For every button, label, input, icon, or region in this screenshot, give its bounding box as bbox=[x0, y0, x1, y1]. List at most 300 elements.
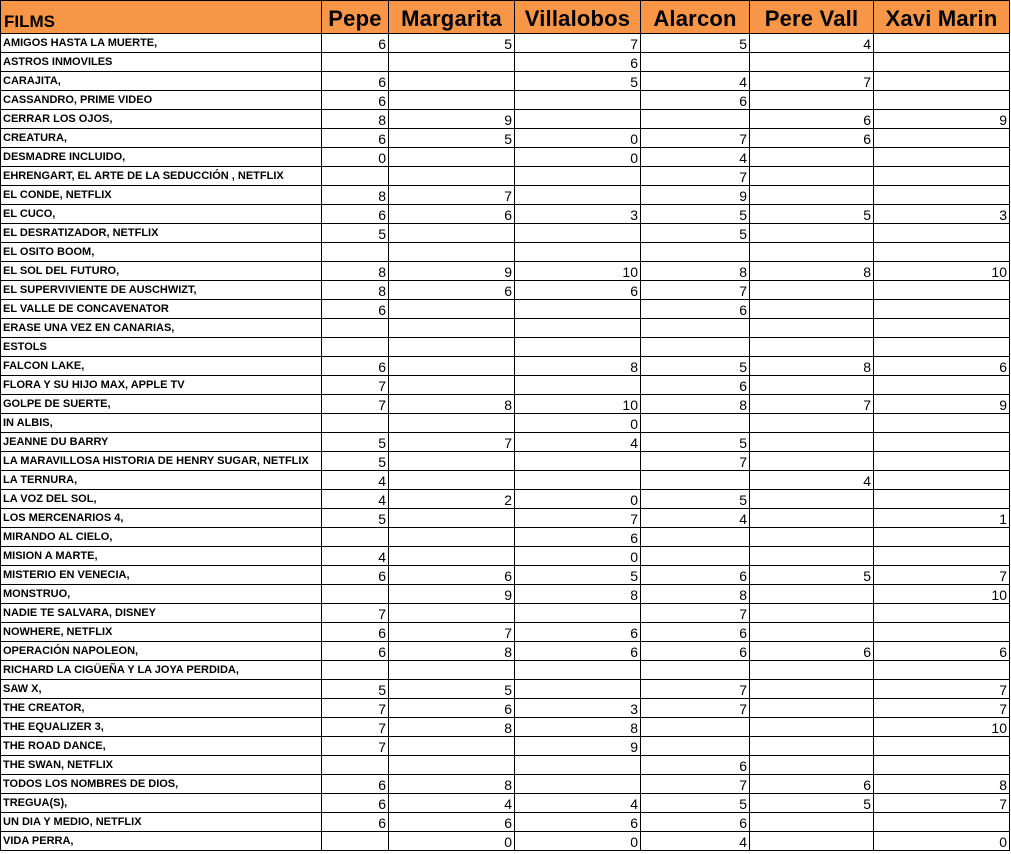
header-cell-villalobos[interactable]: Villalobos bbox=[515, 1, 641, 34]
score-cell-villalobos[interactable]: 5 bbox=[515, 566, 641, 585]
score-cell-villalobos[interactable]: 8 bbox=[515, 585, 641, 604]
score-cell-margarita[interactable]: 8 bbox=[389, 395, 515, 414]
score-cell-pepe[interactable]: 4 bbox=[322, 490, 389, 509]
score-cell-alarcon[interactable]: 6 bbox=[641, 623, 750, 642]
film-title-cell[interactable]: EL DESRATIZADOR, NETFLIX bbox=[1, 224, 322, 243]
score-cell-villalobos[interactable] bbox=[515, 319, 641, 338]
score-cell-xavi-marin[interactable] bbox=[874, 53, 1010, 72]
score-cell-xavi-marin[interactable] bbox=[874, 414, 1010, 433]
score-cell-margarita[interactable]: 5 bbox=[389, 129, 515, 148]
film-title-cell[interactable]: CARAJITA, bbox=[1, 72, 322, 91]
score-cell-alarcon[interactable]: 7 bbox=[641, 452, 750, 471]
film-title-cell[interactable]: MIRANDO AL CIELO, bbox=[1, 528, 322, 547]
score-cell-pere-vall[interactable] bbox=[750, 167, 874, 186]
score-cell-xavi-marin[interactable] bbox=[874, 433, 1010, 452]
score-cell-margarita[interactable]: 9 bbox=[389, 110, 515, 129]
score-cell-pere-vall[interactable] bbox=[750, 661, 874, 680]
score-cell-pere-vall[interactable] bbox=[750, 148, 874, 167]
score-cell-xavi-marin[interactable]: 6 bbox=[874, 357, 1010, 376]
score-cell-alarcon[interactable]: 5 bbox=[641, 490, 750, 509]
score-cell-alarcon[interactable]: 7 bbox=[641, 680, 750, 699]
score-cell-xavi-marin[interactable] bbox=[874, 72, 1010, 91]
score-cell-villalobos[interactable]: 3 bbox=[515, 699, 641, 718]
score-cell-margarita[interactable] bbox=[389, 661, 515, 680]
score-cell-xavi-marin[interactable] bbox=[874, 661, 1010, 680]
score-cell-margarita[interactable]: 6 bbox=[389, 281, 515, 300]
score-cell-alarcon[interactable]: 5 bbox=[641, 794, 750, 813]
film-title-cell[interactable]: EL CUCO, bbox=[1, 205, 322, 224]
score-cell-alarcon[interactable] bbox=[641, 53, 750, 72]
score-cell-pepe[interactable]: 7 bbox=[322, 737, 389, 756]
score-cell-alarcon[interactable]: 6 bbox=[641, 642, 750, 661]
score-cell-margarita[interactable] bbox=[389, 319, 515, 338]
film-title-cell[interactable]: CREATURA, bbox=[1, 129, 322, 148]
score-cell-alarcon[interactable] bbox=[641, 471, 750, 490]
score-cell-pere-vall[interactable] bbox=[750, 680, 874, 699]
score-cell-pepe[interactable] bbox=[322, 414, 389, 433]
score-cell-pere-vall[interactable]: 6 bbox=[750, 129, 874, 148]
score-cell-alarcon[interactable]: 7 bbox=[641, 167, 750, 186]
score-cell-margarita[interactable]: 6 bbox=[389, 813, 515, 832]
score-cell-margarita[interactable]: 8 bbox=[389, 775, 515, 794]
film-title-cell[interactable]: EL VALLE DE CONCAVENATOR bbox=[1, 300, 322, 319]
score-cell-pere-vall[interactable] bbox=[750, 528, 874, 547]
score-cell-villalobos[interactable] bbox=[515, 224, 641, 243]
score-cell-pere-vall[interactable] bbox=[750, 585, 874, 604]
score-cell-pepe[interactable]: 6 bbox=[322, 623, 389, 642]
score-cell-pepe[interactable] bbox=[322, 661, 389, 680]
score-cell-pepe[interactable]: 6 bbox=[322, 813, 389, 832]
score-cell-villalobos[interactable]: 10 bbox=[515, 395, 641, 414]
score-cell-margarita[interactable] bbox=[389, 471, 515, 490]
score-cell-margarita[interactable]: 8 bbox=[389, 642, 515, 661]
score-cell-alarcon[interactable]: 4 bbox=[641, 72, 750, 91]
score-cell-xavi-marin[interactable] bbox=[874, 300, 1010, 319]
score-cell-pepe[interactable] bbox=[322, 832, 389, 851]
score-cell-xavi-marin[interactable] bbox=[874, 91, 1010, 110]
score-cell-villalobos[interactable] bbox=[515, 471, 641, 490]
film-title-cell[interactable]: THE ROAD DANCE, bbox=[1, 737, 322, 756]
film-title-cell[interactable]: MISION A MARTE, bbox=[1, 547, 322, 566]
score-cell-pere-vall[interactable] bbox=[750, 699, 874, 718]
film-title-cell[interactable]: IN ALBIS, bbox=[1, 414, 322, 433]
score-cell-margarita[interactable]: 7 bbox=[389, 433, 515, 452]
score-cell-pere-vall[interactable] bbox=[750, 433, 874, 452]
score-cell-xavi-marin[interactable]: 7 bbox=[874, 794, 1010, 813]
score-cell-xavi-marin[interactable] bbox=[874, 604, 1010, 623]
score-cell-alarcon[interactable]: 7 bbox=[641, 604, 750, 623]
score-cell-pepe[interactable] bbox=[322, 319, 389, 338]
score-cell-xavi-marin[interactable] bbox=[874, 756, 1010, 775]
score-cell-alarcon[interactable]: 7 bbox=[641, 775, 750, 794]
score-cell-villalobos[interactable]: 0 bbox=[515, 490, 641, 509]
score-cell-alarcon[interactable] bbox=[641, 243, 750, 262]
score-cell-xavi-marin[interactable] bbox=[874, 129, 1010, 148]
score-cell-villalobos[interactable]: 0 bbox=[515, 547, 641, 566]
score-cell-pere-vall[interactable] bbox=[750, 509, 874, 528]
score-cell-villalobos[interactable]: 7 bbox=[515, 34, 641, 53]
score-cell-margarita[interactable] bbox=[389, 53, 515, 72]
score-cell-pepe[interactable]: 5 bbox=[322, 452, 389, 471]
score-cell-villalobos[interactable]: 4 bbox=[515, 433, 641, 452]
score-cell-villalobos[interactable] bbox=[515, 167, 641, 186]
score-cell-alarcon[interactable]: 7 bbox=[641, 281, 750, 300]
score-cell-pere-vall[interactable] bbox=[750, 452, 874, 471]
score-cell-pepe[interactable]: 6 bbox=[322, 129, 389, 148]
score-cell-villalobos[interactable] bbox=[515, 756, 641, 775]
score-cell-margarita[interactable]: 4 bbox=[389, 794, 515, 813]
film-title-cell[interactable]: THE EQUALIZER 3, bbox=[1, 718, 322, 737]
score-cell-pere-vall[interactable]: 8 bbox=[750, 262, 874, 281]
score-cell-villalobos[interactable] bbox=[515, 376, 641, 395]
score-cell-pere-vall[interactable]: 5 bbox=[750, 566, 874, 585]
film-title-cell[interactable]: AMIGOS HASTA LA MUERTE, bbox=[1, 34, 322, 53]
score-cell-alarcon[interactable] bbox=[641, 737, 750, 756]
header-cell-alarcon[interactable]: Alarcon bbox=[641, 1, 750, 34]
score-cell-pepe[interactable]: 6 bbox=[322, 642, 389, 661]
score-cell-pere-vall[interactable] bbox=[750, 718, 874, 737]
score-cell-pepe[interactable]: 6 bbox=[322, 34, 389, 53]
header-cell-pepe[interactable]: Pepe bbox=[322, 1, 389, 34]
score-cell-pere-vall[interactable]: 7 bbox=[750, 72, 874, 91]
score-cell-xavi-marin[interactable]: 9 bbox=[874, 395, 1010, 414]
score-cell-pere-vall[interactable] bbox=[750, 623, 874, 642]
film-title-cell[interactable]: TODOS LOS NOMBRES DE DIOS, bbox=[1, 775, 322, 794]
header-cell-xavi-marin[interactable]: Xavi Marin bbox=[874, 1, 1010, 34]
score-cell-pepe[interactable] bbox=[322, 167, 389, 186]
score-cell-villalobos[interactable]: 4 bbox=[515, 794, 641, 813]
score-cell-pepe[interactable]: 7 bbox=[322, 395, 389, 414]
score-cell-pepe[interactable]: 7 bbox=[322, 604, 389, 623]
score-cell-villalobos[interactable]: 0 bbox=[515, 414, 641, 433]
score-cell-pepe[interactable] bbox=[322, 528, 389, 547]
score-cell-margarita[interactable] bbox=[389, 414, 515, 433]
score-cell-villalobos[interactable] bbox=[515, 604, 641, 623]
score-cell-margarita[interactable]: 9 bbox=[389, 262, 515, 281]
score-cell-pepe[interactable]: 8 bbox=[322, 110, 389, 129]
score-cell-pere-vall[interactable] bbox=[750, 756, 874, 775]
score-cell-villalobos[interactable]: 6 bbox=[515, 281, 641, 300]
score-cell-xavi-marin[interactable] bbox=[874, 148, 1010, 167]
score-cell-alarcon[interactable] bbox=[641, 319, 750, 338]
score-cell-villalobos[interactable] bbox=[515, 680, 641, 699]
score-cell-pere-vall[interactable]: 7 bbox=[750, 395, 874, 414]
film-title-cell[interactable]: EL SUPERVIVIENTE DE AUSCHWIZT, bbox=[1, 281, 322, 300]
score-cell-xavi-marin[interactable] bbox=[874, 224, 1010, 243]
score-cell-villalobos[interactable]: 5 bbox=[515, 72, 641, 91]
score-cell-pere-vall[interactable] bbox=[750, 224, 874, 243]
score-cell-villalobos[interactable]: 0 bbox=[515, 148, 641, 167]
score-cell-margarita[interactable] bbox=[389, 224, 515, 243]
score-cell-pere-vall[interactable] bbox=[750, 737, 874, 756]
score-cell-pepe[interactable] bbox=[322, 585, 389, 604]
score-cell-margarita[interactable] bbox=[389, 357, 515, 376]
score-cell-margarita[interactable] bbox=[389, 300, 515, 319]
score-cell-xavi-marin[interactable] bbox=[874, 623, 1010, 642]
film-title-cell[interactable]: MONSTRUO, bbox=[1, 585, 322, 604]
score-cell-villalobos[interactable]: 6 bbox=[515, 53, 641, 72]
score-cell-alarcon[interactable]: 6 bbox=[641, 300, 750, 319]
score-cell-pere-vall[interactable] bbox=[750, 376, 874, 395]
score-cell-alarcon[interactable]: 6 bbox=[641, 91, 750, 110]
score-cell-alarcon[interactable] bbox=[641, 718, 750, 737]
score-cell-margarita[interactable]: 6 bbox=[389, 566, 515, 585]
score-cell-margarita[interactable] bbox=[389, 243, 515, 262]
score-cell-margarita[interactable] bbox=[389, 528, 515, 547]
score-cell-villalobos[interactable]: 3 bbox=[515, 205, 641, 224]
score-cell-xavi-marin[interactable] bbox=[874, 737, 1010, 756]
film-title-cell[interactable]: TREGUA(S), bbox=[1, 794, 322, 813]
score-cell-pepe[interactable]: 6 bbox=[322, 775, 389, 794]
film-title-cell[interactable]: LA MARAVILLOSA HISTORIA DE HENRY SUGAR, NETFLIX bbox=[1, 452, 322, 471]
score-cell-pepe[interactable]: 5 bbox=[322, 509, 389, 528]
score-cell-margarita[interactable]: 5 bbox=[389, 680, 515, 699]
score-cell-alarcon[interactable]: 4 bbox=[641, 832, 750, 851]
score-cell-xavi-marin[interactable]: 1 bbox=[874, 509, 1010, 528]
score-cell-margarita[interactable]: 6 bbox=[389, 205, 515, 224]
score-cell-pepe[interactable]: 6 bbox=[322, 72, 389, 91]
film-title-cell[interactable]: EHRENGART, EL ARTE DE LA SEDUCCIÓN , NETFLIX bbox=[1, 167, 322, 186]
score-cell-villalobos[interactable] bbox=[515, 243, 641, 262]
score-cell-pere-vall[interactable] bbox=[750, 490, 874, 509]
score-cell-margarita[interactable] bbox=[389, 72, 515, 91]
score-cell-xavi-marin[interactable]: 0 bbox=[874, 832, 1010, 851]
score-cell-pepe[interactable]: 5 bbox=[322, 224, 389, 243]
score-cell-pere-vall[interactable] bbox=[750, 91, 874, 110]
score-cell-margarita[interactable]: 6 bbox=[389, 699, 515, 718]
film-title-cell[interactable]: VIDA PERRA, bbox=[1, 832, 322, 851]
score-cell-villalobos[interactable]: 6 bbox=[515, 528, 641, 547]
score-cell-alarcon[interactable] bbox=[641, 547, 750, 566]
film-title-cell[interactable]: THE CREATOR, bbox=[1, 699, 322, 718]
score-cell-villalobos[interactable]: 6 bbox=[515, 813, 641, 832]
score-cell-villalobos[interactable] bbox=[515, 110, 641, 129]
score-cell-villalobos[interactable]: 8 bbox=[515, 357, 641, 376]
score-cell-alarcon[interactable]: 8 bbox=[641, 395, 750, 414]
score-cell-alarcon[interactable] bbox=[641, 110, 750, 129]
film-title-cell[interactable]: JEANNE DU BARRY bbox=[1, 433, 322, 452]
score-cell-pere-vall[interactable] bbox=[750, 338, 874, 357]
score-cell-xavi-marin[interactable] bbox=[874, 34, 1010, 53]
score-cell-villalobos[interactable] bbox=[515, 775, 641, 794]
film-title-cell[interactable]: EL CONDE, NETFLIX bbox=[1, 186, 322, 205]
score-cell-alarcon[interactable]: 6 bbox=[641, 566, 750, 585]
score-cell-margarita[interactable] bbox=[389, 604, 515, 623]
score-cell-xavi-marin[interactable]: 7 bbox=[874, 699, 1010, 718]
score-cell-pere-vall[interactable] bbox=[750, 186, 874, 205]
score-cell-alarcon[interactable]: 5 bbox=[641, 224, 750, 243]
score-cell-pepe[interactable]: 5 bbox=[322, 680, 389, 699]
score-cell-pepe[interactable]: 6 bbox=[322, 566, 389, 585]
score-cell-villalobos[interactable]: 0 bbox=[515, 832, 641, 851]
score-cell-alarcon[interactable]: 5 bbox=[641, 433, 750, 452]
score-cell-margarita[interactable] bbox=[389, 547, 515, 566]
score-cell-xavi-marin[interactable] bbox=[874, 452, 1010, 471]
score-cell-margarita[interactable] bbox=[389, 376, 515, 395]
score-cell-alarcon[interactable]: 6 bbox=[641, 756, 750, 775]
film-title-cell[interactable]: CASSANDRO, PRIME VIDEO bbox=[1, 91, 322, 110]
header-cell-films[interactable]: FILMS bbox=[1, 1, 322, 34]
score-cell-alarcon[interactable] bbox=[641, 661, 750, 680]
score-cell-pepe[interactable]: 8 bbox=[322, 281, 389, 300]
score-cell-alarcon[interactable]: 7 bbox=[641, 129, 750, 148]
score-cell-margarita[interactable] bbox=[389, 91, 515, 110]
score-cell-pere-vall[interactable] bbox=[750, 243, 874, 262]
score-cell-xavi-marin[interactable] bbox=[874, 528, 1010, 547]
score-cell-xavi-marin[interactable] bbox=[874, 186, 1010, 205]
score-cell-pere-vall[interactable] bbox=[750, 832, 874, 851]
film-title-cell[interactable]: NADIE TE SALVARA, DISNEY bbox=[1, 604, 322, 623]
score-cell-alarcon[interactable] bbox=[641, 338, 750, 357]
score-cell-xavi-marin[interactable] bbox=[874, 338, 1010, 357]
film-title-cell[interactable]: LA VOZ DEL SOL, bbox=[1, 490, 322, 509]
score-cell-alarcon[interactable] bbox=[641, 414, 750, 433]
film-title-cell[interactable]: EL OSITO BOOM, bbox=[1, 243, 322, 262]
score-cell-pere-vall[interactable] bbox=[750, 281, 874, 300]
score-cell-pepe[interactable] bbox=[322, 243, 389, 262]
score-cell-alarcon[interactable]: 5 bbox=[641, 205, 750, 224]
score-cell-margarita[interactable]: 9 bbox=[389, 585, 515, 604]
film-title-cell[interactable]: LA TERNURA, bbox=[1, 471, 322, 490]
film-title-cell[interactable]: THE SWAN, NETFLIX bbox=[1, 756, 322, 775]
score-cell-alarcon[interactable]: 7 bbox=[641, 699, 750, 718]
score-cell-xavi-marin[interactable] bbox=[874, 813, 1010, 832]
score-cell-pepe[interactable]: 6 bbox=[322, 91, 389, 110]
film-title-cell[interactable]: UN DIA Y MEDIO, NETFLIX bbox=[1, 813, 322, 832]
score-cell-pepe[interactable] bbox=[322, 338, 389, 357]
score-cell-margarita[interactable]: 0 bbox=[389, 832, 515, 851]
film-title-cell[interactable]: ERASE UNA VEZ EN CANARIAS, bbox=[1, 319, 322, 338]
score-cell-xavi-marin[interactable]: 10 bbox=[874, 585, 1010, 604]
score-cell-villalobos[interactable] bbox=[515, 91, 641, 110]
score-cell-pere-vall[interactable]: 4 bbox=[750, 34, 874, 53]
score-cell-xavi-marin[interactable]: 6 bbox=[874, 642, 1010, 661]
score-cell-pepe[interactable]: 6 bbox=[322, 205, 389, 224]
score-cell-alarcon[interactable] bbox=[641, 528, 750, 547]
score-cell-alarcon[interactable]: 6 bbox=[641, 813, 750, 832]
film-title-cell[interactable]: FALCON LAKE, bbox=[1, 357, 322, 376]
score-cell-pepe[interactable] bbox=[322, 53, 389, 72]
score-cell-pepe[interactable]: 7 bbox=[322, 699, 389, 718]
score-cell-margarita[interactable] bbox=[389, 756, 515, 775]
score-cell-pepe[interactable]: 6 bbox=[322, 357, 389, 376]
score-cell-xavi-marin[interactable]: 7 bbox=[874, 566, 1010, 585]
film-title-cell[interactable]: RICHARD LA CIGÜEÑA Y LA JOYA PERDIDA, bbox=[1, 661, 322, 680]
score-cell-alarcon[interactable]: 8 bbox=[641, 262, 750, 281]
score-cell-pere-vall[interactable] bbox=[750, 53, 874, 72]
score-cell-pepe[interactable]: 8 bbox=[322, 186, 389, 205]
film-title-cell[interactable]: MISTERIO EN VENECIA, bbox=[1, 566, 322, 585]
film-title-cell[interactable]: LOS MERCENARIOS 4, bbox=[1, 509, 322, 528]
score-cell-margarita[interactable]: 2 bbox=[389, 490, 515, 509]
score-cell-xavi-marin[interactable] bbox=[874, 471, 1010, 490]
score-cell-pere-vall[interactable]: 8 bbox=[750, 357, 874, 376]
score-cell-pepe[interactable] bbox=[322, 756, 389, 775]
score-cell-villalobos[interactable] bbox=[515, 338, 641, 357]
score-cell-pepe[interactable]: 6 bbox=[322, 300, 389, 319]
score-cell-villalobos[interactable]: 10 bbox=[515, 262, 641, 281]
score-cell-margarita[interactable]: 8 bbox=[389, 718, 515, 737]
score-cell-pepe[interactable]: 4 bbox=[322, 547, 389, 566]
film-title-cell[interactable]: FLORA Y SU HIJO MAX, APPLE TV bbox=[1, 376, 322, 395]
film-title-cell[interactable]: CERRAR LOS OJOS, bbox=[1, 110, 322, 129]
score-cell-pepe[interactable]: 6 bbox=[322, 794, 389, 813]
score-cell-xavi-marin[interactable] bbox=[874, 547, 1010, 566]
score-cell-villalobos[interactable]: 6 bbox=[515, 623, 641, 642]
score-cell-alarcon[interactable]: 5 bbox=[641, 357, 750, 376]
header-cell-pere-vall[interactable]: Pere Vall bbox=[750, 1, 874, 34]
film-title-cell[interactable]: GOLPE DE SUERTE, bbox=[1, 395, 322, 414]
score-cell-villalobos[interactable] bbox=[515, 452, 641, 471]
film-title-cell[interactable]: ESTOLS bbox=[1, 338, 322, 357]
score-cell-villalobos[interactable]: 9 bbox=[515, 737, 641, 756]
score-cell-alarcon[interactable]: 4 bbox=[641, 148, 750, 167]
score-cell-alarcon[interactable]: 9 bbox=[641, 186, 750, 205]
score-cell-pere-vall[interactable]: 5 bbox=[750, 205, 874, 224]
score-cell-villalobos[interactable]: 6 bbox=[515, 642, 641, 661]
score-cell-pere-vall[interactable]: 6 bbox=[750, 110, 874, 129]
score-cell-villalobos[interactable]: 7 bbox=[515, 509, 641, 528]
score-cell-xavi-marin[interactable]: 10 bbox=[874, 262, 1010, 281]
score-cell-xavi-marin[interactable] bbox=[874, 490, 1010, 509]
header-cell-margarita[interactable]: Margarita bbox=[389, 1, 515, 34]
score-cell-alarcon[interactable]: 5 bbox=[641, 34, 750, 53]
score-cell-villalobos[interactable]: 8 bbox=[515, 718, 641, 737]
score-cell-xavi-marin[interactable] bbox=[874, 281, 1010, 300]
film-title-cell[interactable]: NOWHERE, NETFLIX bbox=[1, 623, 322, 642]
score-cell-pepe[interactable]: 0 bbox=[322, 148, 389, 167]
film-title-cell[interactable]: DESMADRE INCLUIDO, bbox=[1, 148, 322, 167]
score-cell-xavi-marin[interactable] bbox=[874, 243, 1010, 262]
score-cell-pepe[interactable]: 8 bbox=[322, 262, 389, 281]
score-cell-pere-vall[interactable]: 5 bbox=[750, 794, 874, 813]
score-cell-xavi-marin[interactable]: 9 bbox=[874, 110, 1010, 129]
film-title-cell[interactable]: ASTROS INMOVILES bbox=[1, 53, 322, 72]
score-cell-pere-vall[interactable] bbox=[750, 319, 874, 338]
score-cell-villalobos[interactable] bbox=[515, 661, 641, 680]
score-cell-pepe[interactable]: 7 bbox=[322, 376, 389, 395]
score-cell-pere-vall[interactable] bbox=[750, 414, 874, 433]
score-cell-margarita[interactable]: 5 bbox=[389, 34, 515, 53]
score-cell-pepe[interactable]: 5 bbox=[322, 433, 389, 452]
score-cell-margarita[interactable] bbox=[389, 167, 515, 186]
score-cell-alarcon[interactable]: 8 bbox=[641, 585, 750, 604]
score-cell-xavi-marin[interactable]: 8 bbox=[874, 775, 1010, 794]
score-cell-villalobos[interactable] bbox=[515, 186, 641, 205]
score-cell-margarita[interactable]: 7 bbox=[389, 186, 515, 205]
score-cell-pere-vall[interactable]: 4 bbox=[750, 471, 874, 490]
film-title-cell[interactable]: EL SOL DEL FUTURO, bbox=[1, 262, 322, 281]
score-cell-xavi-marin[interactable] bbox=[874, 319, 1010, 338]
score-cell-pere-vall[interactable] bbox=[750, 300, 874, 319]
score-cell-pere-vall[interactable]: 6 bbox=[750, 642, 874, 661]
score-cell-pere-vall[interactable] bbox=[750, 813, 874, 832]
score-cell-alarcon[interactable]: 4 bbox=[641, 509, 750, 528]
score-cell-margarita[interactable]: 7 bbox=[389, 623, 515, 642]
score-cell-villalobos[interactable] bbox=[515, 300, 641, 319]
score-cell-xavi-marin[interactable] bbox=[874, 167, 1010, 186]
score-cell-pepe[interactable]: 7 bbox=[322, 718, 389, 737]
score-cell-xavi-marin[interactable]: 7 bbox=[874, 680, 1010, 699]
film-title-cell[interactable]: OPERACIÓN NAPOLEON, bbox=[1, 642, 322, 661]
score-cell-villalobos[interactable]: 0 bbox=[515, 129, 641, 148]
score-cell-xavi-marin[interactable]: 3 bbox=[874, 205, 1010, 224]
score-cell-xavi-marin[interactable] bbox=[874, 376, 1010, 395]
score-cell-margarita[interactable] bbox=[389, 737, 515, 756]
score-cell-pere-vall[interactable] bbox=[750, 547, 874, 566]
score-cell-margarita[interactable] bbox=[389, 338, 515, 357]
score-cell-pere-vall[interactable] bbox=[750, 604, 874, 623]
